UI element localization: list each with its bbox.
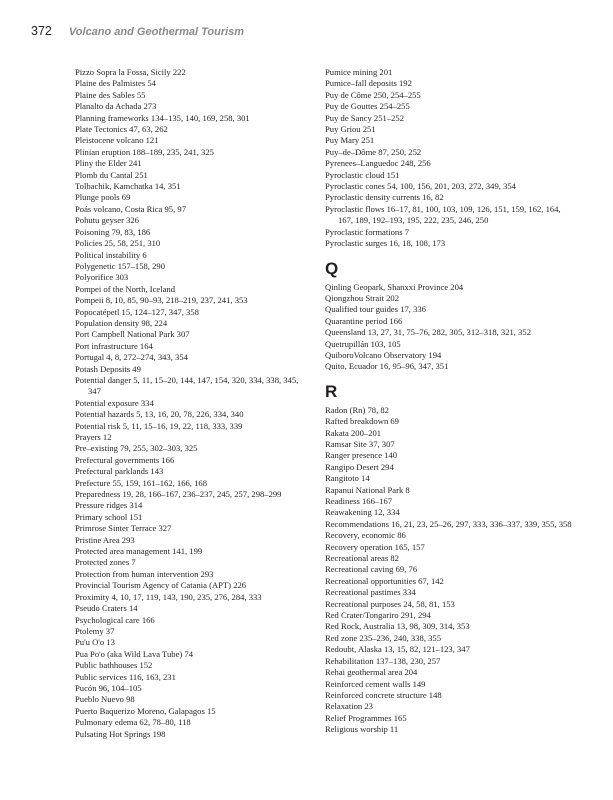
section-letter-q: Q	[325, 258, 339, 278]
index-entry: Queensland 13, 27, 31, 75–76, 282, 305, 312–318, 321, 352	[325, 327, 531, 338]
index-entry: Provincial Tourism Agency of Catania (APT) 226	[75, 580, 247, 591]
index-entry: Prayers 12	[75, 432, 112, 442]
index-entry: Primary school 151	[75, 511, 143, 522]
index-entry: Pulsating Hot Springs 198	[75, 728, 166, 739]
index-entry: Pyroclastic surges 16, 18, 108, 173	[325, 238, 446, 249]
index-entry: Pueblo Nuevo 98	[75, 694, 135, 705]
index-entry: Recovery, economic 86	[325, 530, 406, 541]
index-entry: Port Campbell National Park 307	[75, 329, 190, 340]
index-entry: Recreational areas 82	[325, 553, 399, 564]
index-entry: Puerto Baquerizo Moreno, Galapagos 15	[75, 705, 216, 716]
index-entry: Rehai geothermal area 204	[325, 667, 418, 678]
index-entry: Political instability 6	[75, 249, 147, 260]
index-entry: Planning frameworks 134–135, 140, 169, 258, 301	[75, 112, 250, 123]
index-entry: Plate Tectonics 47, 63, 262	[75, 124, 168, 135]
index-entry: Puy de Côme 250, 254–255	[325, 89, 421, 100]
index-entry: Ramsar Site 37, 307	[325, 438, 395, 449]
index-entry: Pulmonary edema 62, 78–80, 118	[75, 717, 191, 728]
index-entry: Radon (Rn) 78, 82	[325, 404, 389, 415]
index-entry: Reinforced concrete structure 148	[325, 689, 442, 700]
index-entry: Recreational opportunities 67, 142	[325, 575, 444, 586]
index-entry: Puy–de–Dôme 87, 250, 252	[325, 146, 422, 157]
index-column-right	[325, 67, 573, 736]
index-entry: Reawakening 12, 334	[325, 507, 400, 518]
index-entry: Public services 116, 163, 231	[75, 671, 176, 682]
section-letter-r: R	[325, 381, 338, 401]
index-entry: Pristine Area 293	[75, 534, 135, 545]
index-entry: Potential risk 5, 11, 15–16, 19, 22, 118, 333, 339	[75, 420, 243, 431]
index-entry: Protection from human intervention 293	[75, 568, 214, 579]
index-column-left	[75, 67, 311, 740]
index-entry: Pu'u O'o 13	[75, 637, 115, 648]
index-entry: Protected area management 141, 199	[75, 546, 203, 557]
running-header	[31, 24, 244, 38]
index-entry: Potential danger 5, 11, 15–20, 144, 147, 154, 320, 334, 338, 345, 347	[75, 374, 299, 397]
index-entry: Prefecture 55, 159, 161–162, 166, 168	[75, 477, 207, 488]
index-entry: Quarantine period 166	[325, 315, 403, 326]
index-entry: Pyroclastic density currents 16, 82	[325, 192, 444, 203]
index-group-p-continued	[325, 67, 573, 250]
index-entry: Religious worship 11	[325, 724, 399, 735]
index-entry: Rapanui National Park 8	[325, 484, 410, 495]
index-entry: Pohutu geyser 326	[75, 215, 139, 226]
index-entry: Puy Griou 251	[325, 124, 376, 135]
index-entry: Port infrastructure 164	[75, 340, 153, 351]
running-title: Volcano and Geothermal Tourism	[68, 26, 245, 38]
index-entry: Pyroclastic formations 7	[325, 226, 410, 237]
index-entry: Reinforced cement walls 149	[325, 678, 426, 689]
index-entry: Public bathhouses 152	[75, 660, 153, 671]
index-entry: Puy de Gouttes 254–255	[325, 101, 410, 112]
index-entry: Pumice mining 201	[325, 67, 393, 77]
index-entry: Qiongzhou Strait 202	[325, 292, 399, 303]
index-entry: Rafted breakdown 69	[325, 416, 399, 427]
index-entry: Psychological care 166	[75, 614, 155, 625]
index-entry: Pizzo Sopra la Fossa, Sicily 222	[75, 67, 186, 77]
index-entry: Pseudo Craters 14	[75, 603, 138, 614]
index-entry: Recommendations 16, 21, 23, 25–26, 297, 333, 336–337, 339, 355, 358	[325, 518, 572, 529]
index-entry: Pompeii 8, 10, 85, 90–93, 218–219, 237, 241, 353	[75, 295, 248, 306]
index-entry: Quetrupillán 103, 105	[325, 338, 401, 349]
index-entry: Recreational purposes 24, 58, 81, 153	[325, 598, 455, 609]
index-entry: Tolbachik, Kamchatka 14, 351	[75, 181, 181, 192]
index-entry: Pyroclastic flows 16–17, 81, 100, 103, 109, 126, 151, 159, 162, 164, 167, 189, 192–193, 195, 222, 235, 246, 250	[325, 203, 561, 226]
index-entry: Ptolemy 37	[75, 625, 115, 636]
index-entry: Qinling Geopark, Shanxxi Province 204	[325, 281, 464, 292]
index-entry: Rangitoto 14	[325, 473, 370, 484]
index-entry: Rehabilitation 137–138, 230, 257	[325, 655, 441, 666]
index-entry: Qualified tour guides 17, 336	[325, 304, 426, 315]
index-entry: Pressure ridges 314	[75, 500, 143, 511]
index-entry: Pumice–fall deposits 192	[325, 78, 412, 89]
index-entry: Relief Programmes 165	[325, 712, 407, 723]
index-entry: Puy de Sancy 251–252	[325, 112, 405, 123]
index-entry: Red Crater/Tongariro 291, 294	[325, 610, 431, 621]
index-entry: Plaine des Palmistes 54	[75, 78, 156, 89]
index-entry: Ranger presence 140	[325, 450, 398, 461]
index-entry: Pre–existing 79, 255, 302–303, 325	[75, 443, 198, 454]
index-entry: Population density 98, 224	[75, 317, 168, 328]
index-entry: Pyroclastic cloud 151	[325, 169, 400, 180]
index-entry: Rangipo Desert 294	[325, 461, 394, 472]
index-entry: Red zone 235–236, 240, 338, 355	[325, 632, 442, 643]
index-entry: Portugal 4, 8, 272–274, 343, 354	[75, 352, 188, 363]
index-entry: Polygenetic 157–158, 290	[75, 260, 165, 271]
index-entry: Protected zones 7	[75, 557, 136, 568]
index-entry: Pua Po'o (aka Wild Lava Tube) 74	[75, 648, 194, 659]
index-entry: Potential exposure 334	[75, 397, 154, 408]
index-entry: Proximity 4, 10, 17, 119, 143, 190, 235, 276, 284, 333	[75, 591, 262, 602]
index-entry: Pyroclastic cones 54, 100, 156, 201, 203, 272, 349, 354	[325, 181, 516, 192]
index-entry: Pompei of the North, Iceland	[75, 283, 175, 294]
index-entry: Red Rock, Australia 13, 98, 309, 314, 353	[325, 621, 470, 632]
index-entry: Relaxation 23	[325, 701, 373, 712]
index-entry: Preparedness 19, 28, 166–167, 236–237, 245, 257, 298–299	[75, 489, 282, 500]
index-entry: Potential hazards 5, 13, 16, 20, 78, 226, 334, 340	[75, 409, 244, 420]
index-group-q	[325, 282, 573, 373]
index-entry: Poisoning 79, 83, 186	[75, 226, 151, 237]
index-entry: Potash Deposits 49	[75, 363, 141, 374]
index-entry: Popocatépetl 15, 124–127, 347, 358	[75, 306, 199, 317]
page-number: 372	[31, 24, 52, 38]
index-entry: Pliny the Elder 241	[75, 158, 142, 169]
index-group-r	[325, 405, 573, 736]
index-entry: Poás volcano, Costa Rica 95, 97	[75, 203, 186, 214]
index-entry: Planalto da Achada 273	[75, 101, 157, 112]
index-entry: Redoubt, Alaska 13, 15, 82, 121–123, 347	[325, 644, 470, 655]
index-entry: Plomb du Cantal 251	[75, 169, 148, 180]
index-entry: Prefectural parklands 143	[75, 466, 164, 477]
index-entry: Pyrenees–Languedoc 248, 256	[325, 158, 431, 169]
index-entry: Polyorifice 303	[75, 272, 129, 283]
index-entry: Puy Mary 251	[325, 135, 375, 146]
index-entry: Recreational caving 69, 76	[325, 564, 418, 575]
index-entry: Prefectural governments 166	[75, 454, 175, 465]
index-entry: Policies 25, 58, 251, 310	[75, 238, 161, 249]
index-entry: Plaine des Sables 55	[75, 89, 146, 100]
index-entry: Pucón 96, 104–105	[75, 682, 142, 693]
index-entry: Plinian eruption 188–189, 235, 241, 325	[75, 146, 214, 157]
index-entry: Quito, Ecuador 16, 95–96, 347, 351	[325, 361, 449, 372]
index-entry: Pleistocene volcano 121	[75, 135, 159, 146]
index-entry: Rakata 200–201	[325, 427, 382, 438]
index-entry: Recreational pastimes 334	[325, 587, 416, 598]
index-entry: Recovery operation 165, 157	[325, 541, 425, 552]
index-entry: Readiness 166–167	[325, 496, 393, 506]
index-entry: QuiboroVolcano Observatory 194	[325, 349, 442, 360]
index-entry: Primrose Sinter Terrace 327	[75, 523, 172, 534]
index-entry: Plunge pools 69	[75, 192, 131, 203]
